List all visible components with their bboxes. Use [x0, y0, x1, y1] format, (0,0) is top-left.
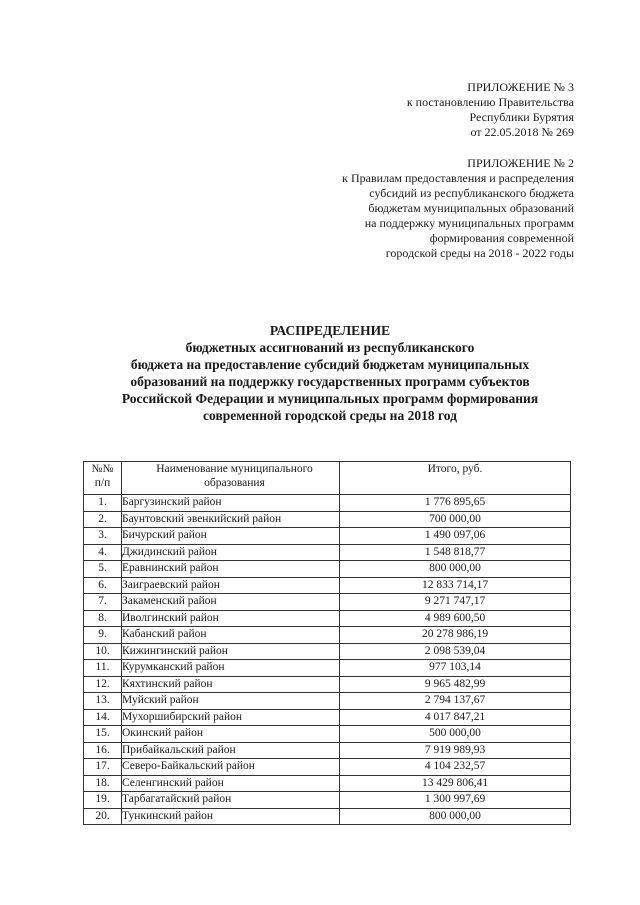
table-row — [84, 561, 571, 578]
municipality-name: Заиграевский район — [122, 577, 340, 594]
row-number: 10. — [84, 643, 122, 660]
row-number: 4. — [84, 544, 122, 561]
table-row — [84, 742, 571, 759]
row-total: 500 000,00 — [340, 726, 571, 743]
row-number: 20. — [84, 808, 122, 825]
table-row — [84, 627, 571, 644]
row-total: 7 919 989,93 — [340, 742, 571, 759]
row-total: 20 278 986,19 — [340, 627, 571, 644]
table-row — [84, 495, 571, 512]
row-number: 2. — [84, 511, 122, 528]
row-total: 1 300 997,69 — [340, 792, 571, 809]
header-name: Наименование муниципального образования — [122, 462, 340, 495]
municipality-name: Тарбагатайский район — [122, 792, 340, 809]
appendix-2-ref: к Правилам предоставления и распределения — [342, 171, 574, 185]
table-row — [84, 775, 571, 792]
row-number: 17. — [84, 759, 122, 776]
appendix-3-date: от 22.05.2018 № 269 — [470, 125, 574, 139]
appendix-3-header — [407, 80, 574, 140]
row-number: 3. — [84, 528, 122, 545]
table-row — [84, 726, 571, 743]
row-number: 11. — [84, 660, 122, 677]
municipality-name: Закаменский район — [122, 594, 340, 611]
row-number: 9. — [84, 627, 122, 644]
table-row — [84, 594, 571, 611]
municipality-name: Муйский район — [122, 693, 340, 710]
table-row — [84, 643, 571, 660]
row-number: 7. — [84, 594, 122, 611]
row-total: 800 000,00 — [340, 808, 571, 825]
table-row — [84, 792, 571, 809]
table-row — [84, 577, 571, 594]
row-total: 700 000,00 — [340, 511, 571, 528]
municipality-name: Кабанский район — [122, 627, 340, 644]
appendix-2-label: ПРИЛОЖЕНИЕ № 2 — [467, 156, 574, 170]
appendix-3-ref: Республики Бурятия — [469, 110, 574, 124]
appendix-2-ref: субсидий из республиканского бюджета — [369, 186, 574, 200]
row-total: 13 429 806,41 — [340, 775, 571, 792]
title-line: бюджетных ассигнований из республиканского — [185, 340, 475, 355]
municipality-name: Прибайкальский район — [122, 742, 340, 759]
row-number: 14. — [84, 709, 122, 726]
row-total: 800 000,00 — [340, 561, 571, 578]
appendix-3-label: ПРИЛОЖЕНИЕ № 3 — [467, 80, 574, 94]
row-number: 6. — [84, 577, 122, 594]
table-row — [84, 693, 571, 710]
row-number: 5. — [84, 561, 122, 578]
row-number: 13. — [84, 693, 122, 710]
row-total: 4 989 600,50 — [340, 610, 571, 627]
title-line: образований на поддержку государственных программ субъектов — [130, 374, 530, 389]
table-row — [84, 676, 571, 693]
table-row — [84, 528, 571, 545]
municipality-name: Еравнинский район — [122, 561, 340, 578]
row-total: 1 548 818,77 — [340, 544, 571, 561]
appendix-2-header — [342, 156, 574, 261]
row-number: 1. — [84, 495, 122, 512]
municipality-name: Баунтовский эвенкийский район — [122, 511, 340, 528]
row-number: 8. — [84, 610, 122, 627]
appendix-3-ref: к постановлению Правительства — [406, 95, 574, 109]
municipality-name: Бичурский район — [122, 528, 340, 545]
title-line: РАСПРЕДЕЛЕНИЕ — [269, 323, 391, 338]
table-row — [84, 759, 571, 776]
row-number: 18. — [84, 775, 122, 792]
municipality-name: Курумканский район — [122, 660, 340, 677]
appendix-2-ref: на поддержку муниципальных программ — [364, 216, 574, 230]
row-total: 9 965 482,99 — [340, 676, 571, 693]
row-total: 4 104 232,57 — [340, 759, 571, 776]
title-line: бюджета на предоставление субсидий бюджетам муниципальных — [130, 357, 530, 372]
row-total: 1 490 097,06 — [340, 528, 571, 545]
row-total: 1 776 895,65 — [340, 495, 571, 512]
appendix-2-ref: бюджетам муниципальных образований — [368, 201, 574, 215]
title-line: Российской Федерации и муниципальных программ формирования — [121, 391, 539, 406]
row-total: 9 271 747,17 — [340, 594, 571, 611]
municipality-name: Селенгинский район — [122, 775, 340, 792]
row-number: 16. — [84, 742, 122, 759]
table-row — [84, 544, 571, 561]
row-total: 2 098 539,04 — [340, 643, 571, 660]
row-total: 4 017 847,21 — [340, 709, 571, 726]
row-number: 15. — [84, 726, 122, 743]
municipality-name: Иволгинский район — [122, 610, 340, 627]
municipality-name: Джидинский район — [122, 544, 340, 561]
appendix-2-ref: городской среды на 2018 - 2022 годы — [385, 246, 574, 260]
municipality-name: Кяхтинский район — [122, 676, 340, 693]
table-row — [84, 808, 571, 825]
document-title — [60, 322, 600, 424]
header-total: Итого, руб. — [340, 462, 571, 495]
table-row — [84, 610, 571, 627]
row-total: 2 794 137,67 — [340, 693, 571, 710]
municipality-name: Окинский район — [122, 726, 340, 743]
row-total: 977 103,14 — [340, 660, 571, 677]
municipality-name: Кижингинский район — [122, 643, 340, 660]
municipality-name: Северо-Байкальский район — [122, 759, 340, 776]
budget-table — [83, 461, 571, 825]
table-row — [84, 709, 571, 726]
municipality-name: Тункинский район — [122, 808, 340, 825]
row-number: 19. — [84, 792, 122, 809]
title-line: современной городской среды на 2018 год — [203, 408, 457, 423]
header-num: №№ п/п — [84, 462, 122, 495]
table-row — [84, 660, 571, 677]
table-header-row — [84, 462, 571, 495]
appendix-2-ref: формирования современной — [429, 231, 574, 245]
municipality-name: Баргузинский район — [122, 495, 340, 512]
table-row — [84, 511, 571, 528]
municipality-name: Мухоршибирский район — [122, 709, 340, 726]
row-total: 12 833 714,17 — [340, 577, 571, 594]
row-number: 12. — [84, 676, 122, 693]
